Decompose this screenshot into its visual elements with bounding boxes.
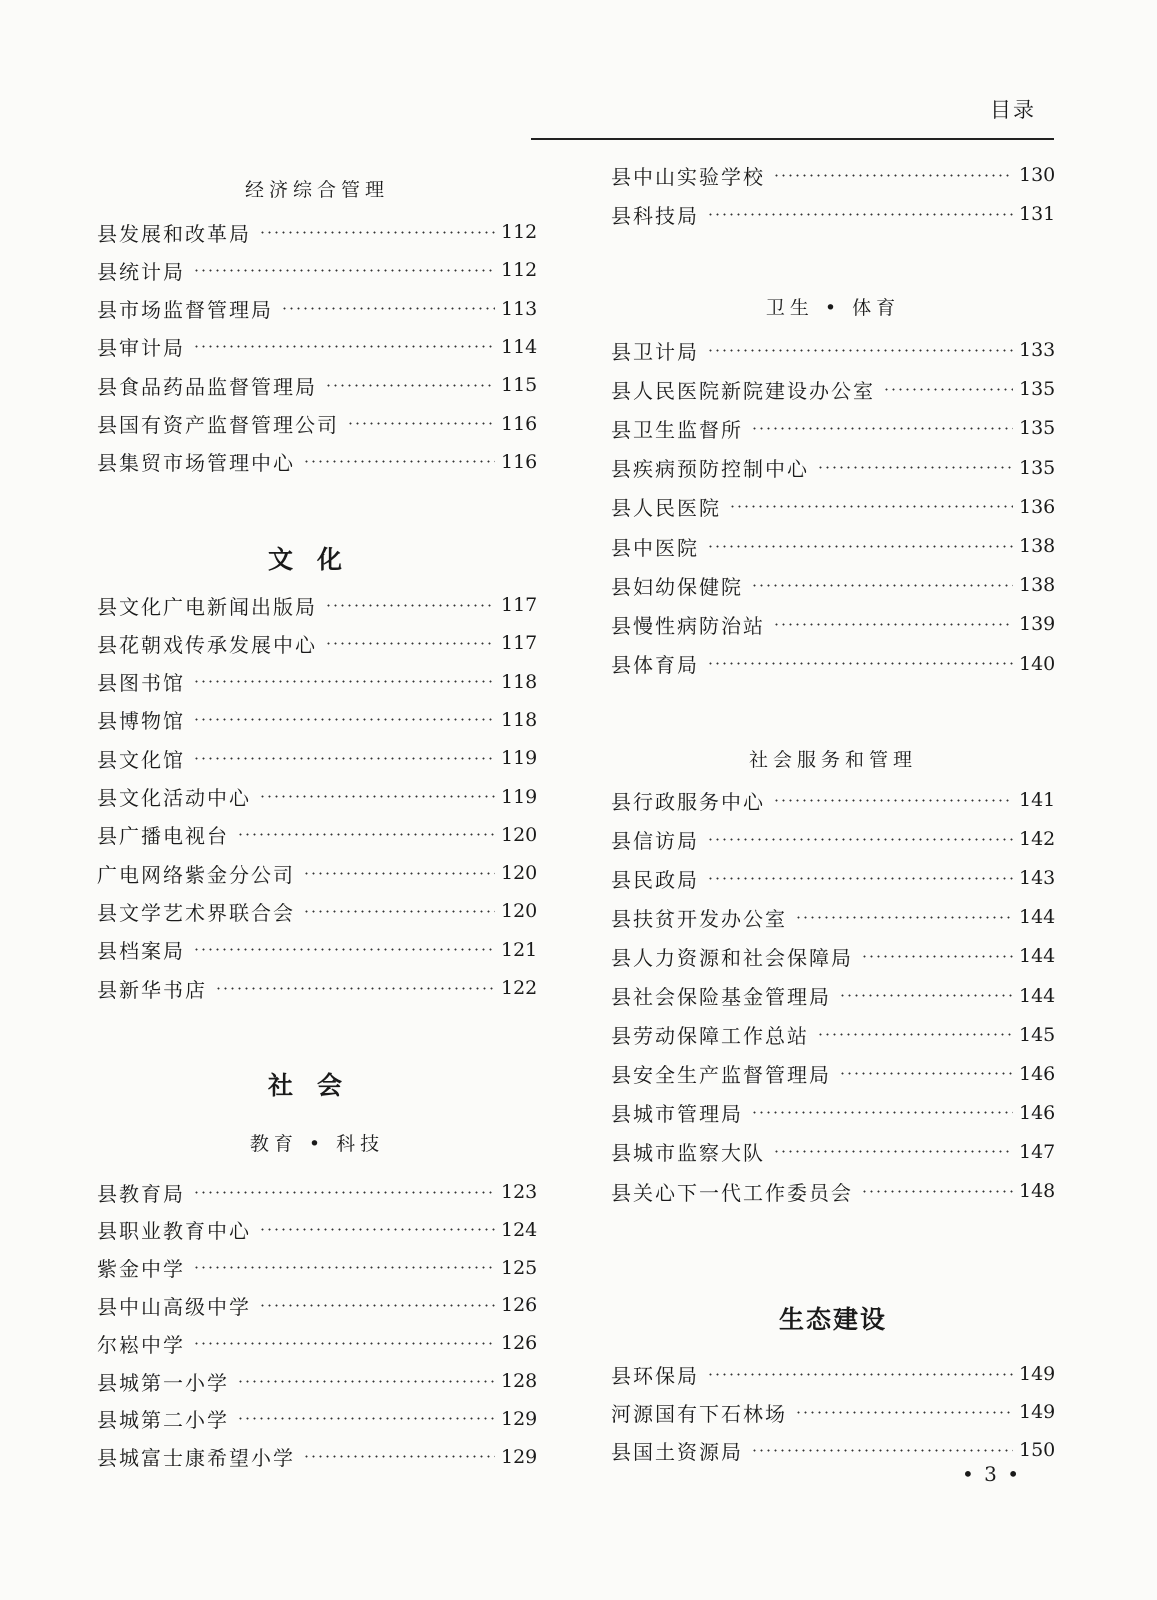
toc-entry [611, 649, 1055, 679]
toc-entry-title: 县博物馆 [97, 709, 185, 734]
toc-entry-title: 县集贸市场管理中心 [97, 451, 295, 476]
toc-entry-title: 县体育局 [611, 653, 699, 678]
dot-leader [325, 384, 495, 387]
toc-entry [97, 370, 537, 400]
toc-entry-page: 135 [1019, 456, 1056, 479]
toc-entry [611, 1020, 1055, 1050]
toc-entry-title: 县环保局 [611, 1363, 699, 1388]
toc-entry-page: 126 [501, 1332, 538, 1355]
dot-leader [259, 1304, 495, 1307]
toc-entry [97, 667, 537, 697]
toc-entry-title: 县花朝戏传承发展中心 [97, 632, 317, 657]
toc-entry-title: 县文化活动中心 [97, 786, 251, 810]
dot-leader [193, 757, 495, 760]
toc-entry-title: 县审计局 [97, 336, 185, 361]
toc-entry [97, 447, 537, 477]
toc-entry-page: 119 [501, 747, 538, 770]
toc-entry-page: 149 [1019, 1363, 1056, 1385]
dot-leader [193, 680, 495, 683]
toc-entry-title: 县市场监督管理局 [97, 298, 273, 323]
toc-entry-title: 河源国有下石林场 [611, 1401, 787, 1426]
dot-leader [817, 466, 1013, 469]
toc-entry [97, 217, 537, 247]
toc-entry-title: 县妇幼保健院 [611, 574, 743, 599]
dot-leader [707, 877, 1013, 880]
toc-entry-title: 县关心下一代工作委员会 [611, 1180, 853, 1205]
toc-entry-title: 县行政服务中心 [611, 789, 765, 814]
dot-leader [237, 1380, 495, 1383]
toc-entry-page: 120 [501, 862, 538, 885]
dot-leader [883, 388, 1013, 391]
toc-entry-page: 120 [501, 823, 538, 846]
toc-entry-title: 县统计局 [97, 259, 185, 284]
toc-entry [97, 858, 537, 888]
toc-entry-title: 县扶贫开发办公室 [611, 906, 787, 931]
toc-entry-title: 县城第一小学 [97, 1370, 229, 1395]
toc-entry-page: 112 [501, 259, 538, 282]
dot-leader [259, 795, 495, 798]
toc-entry [611, 1137, 1055, 1167]
toc-entry-title: 县卫计局 [611, 339, 699, 364]
toc-entry [97, 896, 537, 926]
toc-entry-page: 138 [1019, 574, 1056, 597]
toc-entry [611, 981, 1055, 1011]
toc-entry-title: 县教育局 [97, 1181, 185, 1206]
header-rule [531, 138, 1054, 140]
toc-entry-title: 县文学艺术界联合会 [97, 900, 295, 925]
toc-entry-page: 117 [501, 632, 538, 655]
toc-entry-title: 县信访局 [611, 828, 699, 853]
toc-entry-title: 县图书馆 [97, 671, 185, 696]
toc-entry [97, 590, 537, 620]
toc-entry-title: 县中山实验学校 [611, 164, 765, 189]
dot-leader [325, 642, 495, 645]
dot-leader [259, 231, 495, 234]
toc-entry [611, 453, 1055, 483]
dot-leader [839, 1072, 1013, 1075]
toc-entry-page: 133 [1019, 339, 1056, 361]
dot-leader [303, 910, 495, 913]
toc-entry-title: 县中山高级中学 [97, 1294, 251, 1319]
toc-entry-page: 113 [501, 297, 538, 320]
toc-entry-title: 县档案局 [97, 939, 185, 964]
dot-leader [303, 1455, 495, 1458]
toc-entry [97, 409, 537, 439]
page-number: • 3 • [962, 1462, 1022, 1486]
toc-entry-title: 县人民医院新院建设办公室 [611, 378, 875, 403]
section-heading-economy: 经济综合管理 [244, 179, 389, 201]
toc-entry-page: 126 [501, 1294, 538, 1317]
toc-entry-page: 125 [501, 1256, 538, 1279]
toc-entry-page: 129 [501, 1407, 538, 1430]
toc-entry [97, 1442, 537, 1472]
toc-entry-title: 县职业教育中心 [97, 1219, 251, 1244]
dot-leader [707, 213, 1013, 216]
toc-entry-title: 县城市管理局 [611, 1102, 743, 1127]
toc-entry [611, 570, 1055, 600]
toc-entry-page: 116 [501, 412, 538, 435]
toc-entry-page: 141 [1019, 789, 1056, 811]
toc-entry [97, 935, 537, 965]
dot-leader [193, 948, 495, 951]
section-heading-culture: 文化 [267, 545, 366, 574]
toc-entry [611, 785, 1055, 815]
section-heading-society: 社会 [267, 1071, 366, 1100]
toc-entry [611, 1359, 1055, 1389]
toc-entry-title: 县民政局 [611, 867, 699, 892]
section-heading-ecology: 生态建设 [778, 1305, 887, 1334]
dot-leader [707, 349, 1013, 352]
toc-entry-page: 146 [1019, 1062, 1056, 1085]
toc-entry [97, 628, 537, 658]
toc-entry [97, 782, 537, 812]
dot-leader [193, 345, 495, 348]
toc-entry-title: 县新华书店 [97, 977, 207, 1002]
toc-entry-title: 县文化广电新闻出版局 [97, 594, 317, 619]
toc-entry-title: 县食品药品监督管理局 [97, 374, 317, 399]
toc-entry [611, 609, 1055, 639]
toc-entry-page: 144 [1019, 906, 1056, 929]
toc-entry [97, 1366, 537, 1396]
toc-entry [611, 1397, 1055, 1427]
toc-entry-page: 129 [501, 1445, 538, 1468]
dot-leader [861, 1190, 1013, 1193]
dot-leader [303, 872, 495, 875]
dot-leader [347, 422, 495, 425]
toc-entry [97, 1253, 537, 1283]
dot-leader [237, 1417, 495, 1420]
dot-leader [707, 1373, 1013, 1376]
dot-leader [193, 269, 495, 272]
toc-entry-page: 148 [1019, 1180, 1056, 1202]
section-heading-education: 教育 • 科技 [249, 1133, 385, 1155]
dot-leader [773, 799, 1013, 802]
toc-entry-page: 140 [1019, 652, 1056, 675]
dot-leader [193, 1191, 495, 1194]
toc-entry [97, 1290, 537, 1320]
dot-leader [839, 994, 1013, 997]
toc-entry-page: 147 [1019, 1140, 1056, 1163]
toc-entry [97, 1177, 537, 1207]
toc-entry-page: 120 [501, 900, 538, 923]
dot-leader [193, 1266, 495, 1269]
toc-entry-page: 122 [501, 977, 538, 999]
dot-leader [751, 1111, 1013, 1114]
toc-entry [611, 531, 1055, 561]
toc-entry-title: 县国土资源局 [611, 1439, 743, 1464]
dot-leader [325, 604, 495, 607]
dot-leader [729, 505, 1013, 508]
toc-entry-page: 144 [1019, 945, 1056, 968]
toc-entry-page: 143 [1019, 867, 1056, 890]
toc-entry-title: 县发展和改革局 [97, 221, 251, 246]
toc-entry [97, 1404, 537, 1434]
toc-entry [97, 294, 537, 324]
toc-entry-page: 123 [501, 1181, 538, 1203]
toc-entry-title: 县慢性病防治站 [611, 613, 765, 638]
toc-entry-page: 131 [1019, 203, 1056, 225]
toc-entry-page: 135 [1019, 417, 1056, 440]
toc-entry [611, 1059, 1055, 1089]
dot-leader [795, 1411, 1013, 1414]
toc-entry [97, 743, 537, 773]
dot-leader [707, 545, 1013, 548]
toc-entry-page: 124 [501, 1218, 538, 1241]
toc-entry [611, 1176, 1055, 1206]
toc-entry [611, 1098, 1055, 1128]
toc-entry-page: 121 [501, 938, 538, 961]
toc-entry-page: 138 [1019, 535, 1056, 557]
dot-leader [303, 460, 495, 463]
toc-entry [97, 1215, 537, 1245]
toc-entry-title: 广电网络紫金分公司 [97, 862, 295, 887]
toc-entry-title: 县科技局 [611, 203, 699, 228]
toc-entry [611, 941, 1055, 971]
toc-entry-page: 135 [1019, 378, 1056, 401]
toc-entry-page: 112 [501, 221, 538, 243]
dot-leader [707, 838, 1013, 841]
toc-entry-page: 118 [501, 670, 538, 693]
toc-entry-page: 116 [501, 450, 538, 473]
toc-entry-title: 县城第二小学 [97, 1408, 229, 1433]
toc-entry-page: 128 [501, 1370, 538, 1392]
toc-entry [97, 255, 537, 285]
dot-leader [773, 174, 1013, 177]
toc-entry [97, 705, 537, 735]
toc-entry-page: 139 [1019, 613, 1056, 636]
header-title: 目录 [990, 98, 1036, 122]
dot-leader [773, 1150, 1013, 1153]
toc-entry-page: 149 [1019, 1401, 1056, 1423]
dot-leader [215, 987, 495, 990]
toc-entry [611, 863, 1055, 893]
dot-leader [817, 1033, 1013, 1036]
section-heading-health: 卫生 • 体育 [765, 297, 901, 319]
dot-leader [193, 718, 495, 721]
toc-entry [611, 160, 1055, 190]
toc-entry-title: 县安全生产监督管理局 [611, 1063, 831, 1088]
toc-entry-page: 136 [1019, 495, 1056, 518]
toc-entry-page: 142 [1019, 828, 1056, 851]
toc-entry-page: 144 [1019, 984, 1056, 1007]
toc-entry-page: 114 [501, 335, 538, 358]
toc-entry [97, 973, 537, 1003]
toc-entry [611, 413, 1055, 443]
toc-entry [97, 332, 537, 362]
toc-entry-page: 118 [501, 708, 538, 731]
toc-entry [611, 824, 1055, 854]
toc-entry-title: 县国有资产监督管理公司 [97, 413, 339, 437]
toc-entry-title: 县社会保险基金管理局 [611, 985, 831, 1009]
toc-entry-title: 县城市监察大队 [611, 1141, 765, 1166]
toc-entry-title: 县劳动保障工作总站 [611, 1024, 809, 1049]
dot-leader [751, 427, 1013, 430]
toc-entry-title: 县人力资源和社会保障局 [611, 945, 853, 970]
section-heading-social-services: 社会服务和管理 [748, 749, 917, 771]
toc-entry-page: 117 [501, 594, 538, 616]
toc-entry [611, 335, 1055, 365]
toc-entry-title: 尔崧中学 [97, 1332, 185, 1357]
toc-entry [611, 1435, 1055, 1465]
toc-entry-page: 115 [501, 374, 538, 397]
toc-entry-page: 119 [501, 785, 538, 808]
dot-leader [281, 307, 495, 310]
toc-entry [97, 820, 537, 850]
toc-entry-page: 146 [1019, 1101, 1056, 1124]
toc-entry-title: 县中医院 [611, 535, 699, 560]
toc-entry-title: 县广播电视台 [97, 824, 229, 849]
dot-leader [861, 955, 1013, 958]
toc-entry-title: 县疾病预防控制中心 [611, 457, 809, 482]
dot-leader [237, 833, 495, 836]
toc-entry [611, 492, 1055, 522]
toc-entry-page: 150 [1019, 1439, 1056, 1461]
toc-entry-title: 县城富士康希望小学 [97, 1446, 295, 1471]
toc-entry [97, 1328, 537, 1358]
dot-leader [259, 1228, 495, 1231]
toc-entry-page: 145 [1019, 1023, 1056, 1046]
toc-entry [611, 199, 1055, 229]
toc-entry [611, 902, 1055, 932]
dot-leader [193, 1342, 495, 1345]
dot-leader [751, 584, 1013, 587]
toc-entry-title: 县卫生监督所 [611, 417, 743, 442]
toc-entry-title: 县人民医院 [611, 496, 721, 521]
toc-entry [611, 374, 1055, 404]
toc-entry-page: 130 [1019, 164, 1056, 186]
dot-leader [773, 623, 1013, 626]
toc-entry-title: 紫金中学 [97, 1257, 185, 1282]
toc-entry-title: 县文化馆 [97, 747, 185, 772]
dot-leader [795, 916, 1013, 919]
dot-leader [707, 662, 1013, 665]
dot-leader [751, 1449, 1013, 1452]
